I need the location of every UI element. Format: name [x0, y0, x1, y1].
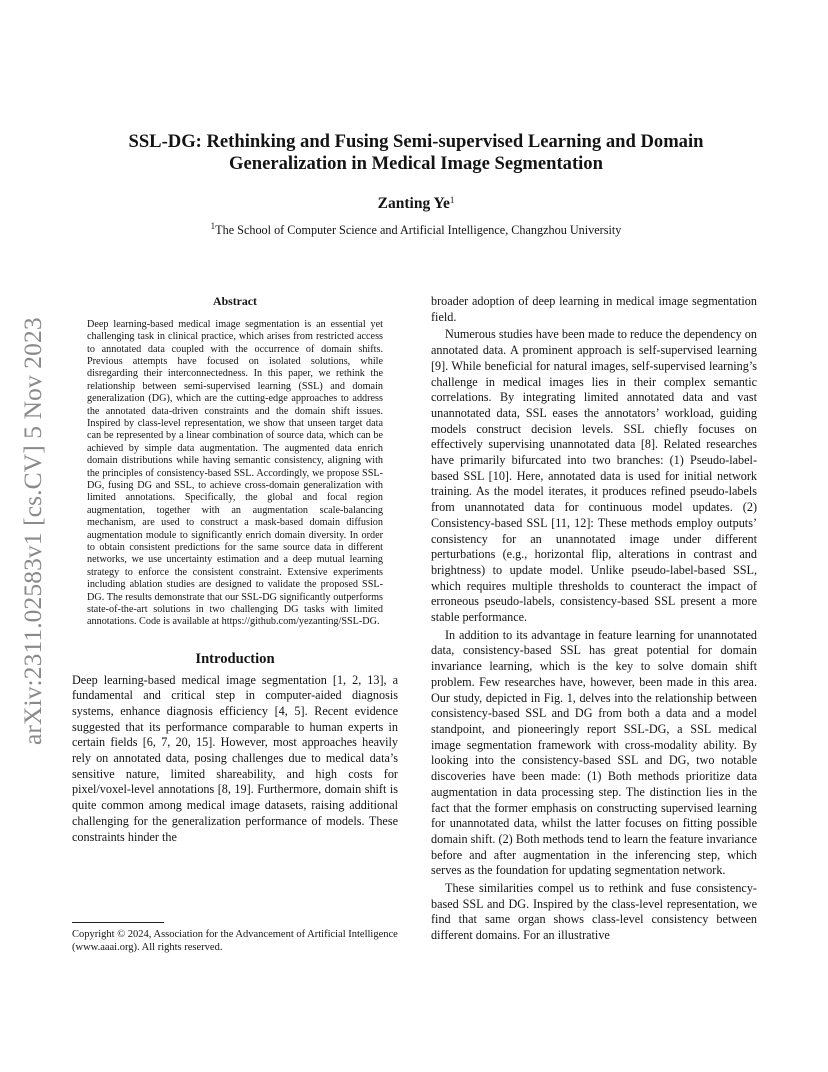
author-name: Zanting Ye [377, 195, 450, 212]
introduction-heading: Introduction [195, 650, 275, 667]
affiliation [90, 221, 742, 238]
intro-paragraph-1: Deep learning-based medical image segmentation [1, 2, 13], a fundamental and critical step in computer-aided diagnosis systems, enhance diagnosis efficiency [4, 5]. Recent evidence suggested that its performance comparable to human experts in certain fields [6, 7, 20, 15]. However, most approaches heavily rely on annotated data, posing challenges due to medical data’s sensitive nature, limited shareability, and high costs for pixel/voxel-level annotations [8, 19]. Furthermore, domain shift is quite common among medical image datasets, raising additional challenging for the generalization performance of models. These constraints hinder the [72, 672, 398, 844]
affiliation-text: The School of Computer Science and Artificial Intelligence, Changzhou University [215, 223, 622, 237]
left-column [72, 294, 398, 845]
right-column [431, 294, 757, 944]
affiliation-mark: 1 [210, 221, 216, 231]
author [90, 195, 742, 213]
arxiv-identifier: arXiv:2311.02583v1 [cs.CV] 5 Nov 2023 [18, 317, 47, 745]
intro-paragraph-2: Numerous studies have been made to reduce the dependency on annotated data. A prominent approach is self-supervised learning [9]. While beneficial for natural images, self-supervised learning’s challenge in medical images lies in their complex semantic correlations. By integrating limited annotated data and vast unannotated data, SSL eases the annotators’ workload, guiding models construct decision levels. SSL chiefly focuses on effectively supervising unannotated data [8]. Related researches have primarily bifurcated into two branches: (1) Pseudo-label-based SSL [10]. Here, annotated data is used for initial network training. As the model iterates, it produces refined pseudo-labels from unannotated data for continuous model updates. (2) Consistency-based SSL [11, 12]: These methods employ outputs’ consistency for an unannotated image under different perturbations (e.g., horizontal flip, alterations in contrast and brightness) to update model. Unlike pseudo-label-based SSL, which requires multiple thresholds to counteract the impact of erroneous pseudo-labels, consistency-based SSL present a more stable performance. [431, 327, 757, 625]
intro-paragraph-4: These similarities compel us to rethink and fuse consistency-based SSL and DG. Inspired by the class-level representation, we find that same organ shows class-level consistency between different domains. For an illustrative [431, 881, 757, 943]
abstract-heading: Abstract [213, 294, 257, 308]
paper-title: SSL-DG: Rethinking and Fusing Semi-supervised Learning and Domain Generalization in Medical Image Segmentation [128, 131, 704, 174]
abstract-body: Deep learning-based medical image segmentation is an essential yet challenging task in clinical practice, which arises from restricted access to annotated data coupled with the occurrence of domain shifts. Previous attempts have focused on isolated solutions, while disregarding their interconnectedness. In this paper, we rethink the relationship between semi-supervised learning (SSL) and domain generalization (DG), which are the cutting-edge approaches to address the annotated data-driven constraints and the domain shift issues. Inspired by class-level representation, we show that unseen target data can be represented by a linear combination of source data, which can be achieved by simple data augmentation. The augmented data enrich domain distributions while having semantic consistency, aligning with the principles of consistency-based SSL. Accordingly, we propose SSL-DG, fusing DG and SSL, to achieve cross-domain generalization with limited annotations. Specifically, the global and focal region augmentation, together with an augmentation scale-balancing mechanism, are used to construct a mask-based domain diffusion augmentation module to significantly enrich domain diversity. In order to obtain consistent predictions for the same source data in different networks, we use uncertainty estimation and a deep mutual learning strategy to enforce the consistent constraint. Extensive experiments including ablation studies are designed to validate the proposed SSL-DG. The results demonstrate that our SSL-DG significantly outperforms state-of-the-art solutions in two challenging DG tasks with limited annotations. Code is available at https://github.com/yezanting/SSL-DG. [87, 318, 383, 628]
intro-paragraph-3: In addition to its advantage in feature learning for unannotated data, consistency-based SSL has great potential for domain invariance learning, which is the key to solve domain shift problem. Few researches have, however, been made in this area. Our study, depicted in Fig. 1, delves into the relationship between consistency-based SSL and DG from both a data and a model standpoint, and pioneeringly report SSL-DG, a SSL medical image segmentation framework with cross-modality ability. By looking into the consistency-based SSL and DG, two notable discoveries have been made: (1) Both methods prioritize data augmentation in data processing step. The distinction lies in the fact that the former emphasis on constructing supervised learning for unannotated data, whilst the latter focuses on fitting possible domain shift. (2) Both methods tend to learn the feature invariance before and after augmentation in the inferencing step, which serves as the foundation for updating segmentation network. [431, 627, 757, 878]
copyright-footnote [72, 922, 398, 954]
footnote-rule [72, 922, 164, 923]
intro-paragraph-1-continued: broader adoption of deep learning in medical image segmentation field. [431, 294, 757, 324]
copyright-text: Copyright © 2024, Association for the Advancement of Artificial Intelligence (www.aaai.org). All rights reserved. [72, 929, 398, 953]
author-affiliation-mark: 1 [449, 195, 455, 205]
